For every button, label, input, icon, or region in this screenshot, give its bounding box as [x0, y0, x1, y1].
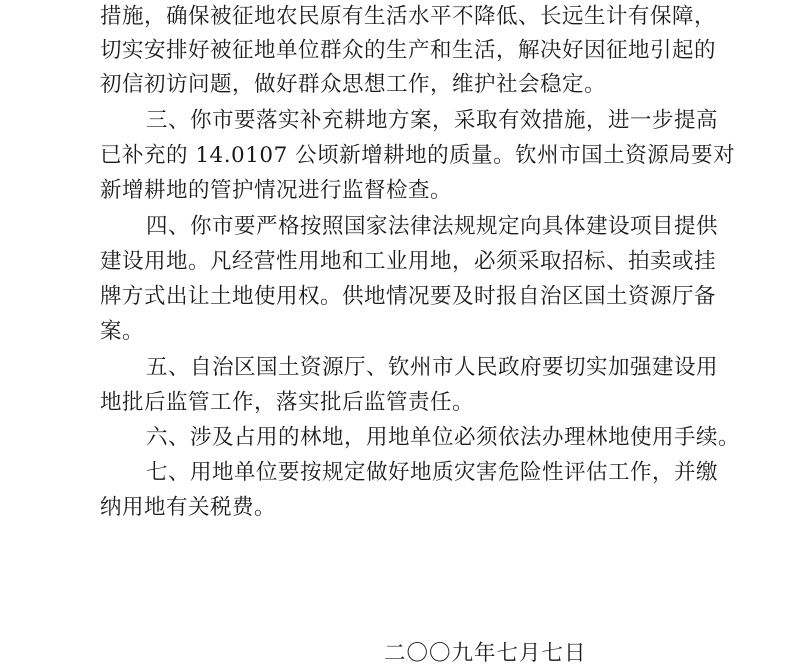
text-line: 初信初访问题，做好群众思想工作，维护社会稳定。: [100, 72, 607, 97]
paragraph-six-line: 六、涉及占用的林地，用地单位必须依法办理林地使用手续。: [146, 425, 741, 450]
text-line: 已补充的 14.0107 公顷新增耕地的质量。钦州市国土资源局要对: [100, 143, 736, 168]
text-line: 措施，确保被征地农民原有生活水平不降低、长远生计有保障，: [100, 4, 717, 29]
text-line: 切实安排好被征地单位群众的生产和生活，解决好因征地引起的: [100, 38, 717, 63]
text-line: 牌方式出让土地使用权。供地情况要及时报自治区国土资源厅备: [100, 284, 717, 309]
document-date: 二〇〇九年七月七日: [384, 641, 587, 666]
text-line: 新增耕地的管护情况进行监督检查。: [100, 178, 453, 203]
paragraph-three-line: 三、你市要落实补充耕地方案，采取有效措施，进一步提高: [146, 108, 719, 133]
paragraph-five-line: 五、自治区国土资源厅、钦州市人民政府要切实加强建设用: [146, 355, 719, 380]
text-line: 建设用地。凡经营性用地和工业用地，必须采取招标、拍卖或挂: [100, 249, 717, 274]
paragraph-seven-line: 七、用地单位要按规定做好地质灾害危险性评估工作，并缴: [146, 460, 719, 485]
text-line: 纳用地有关税费。: [100, 495, 277, 520]
paragraph-four-line: 四、你市要严格按照国家法律法规规定向具体建设项目提供: [146, 214, 719, 239]
text-line: 案。: [100, 319, 145, 344]
text-line: 地批后监管工作，落实批后监管责任。: [100, 390, 475, 415]
